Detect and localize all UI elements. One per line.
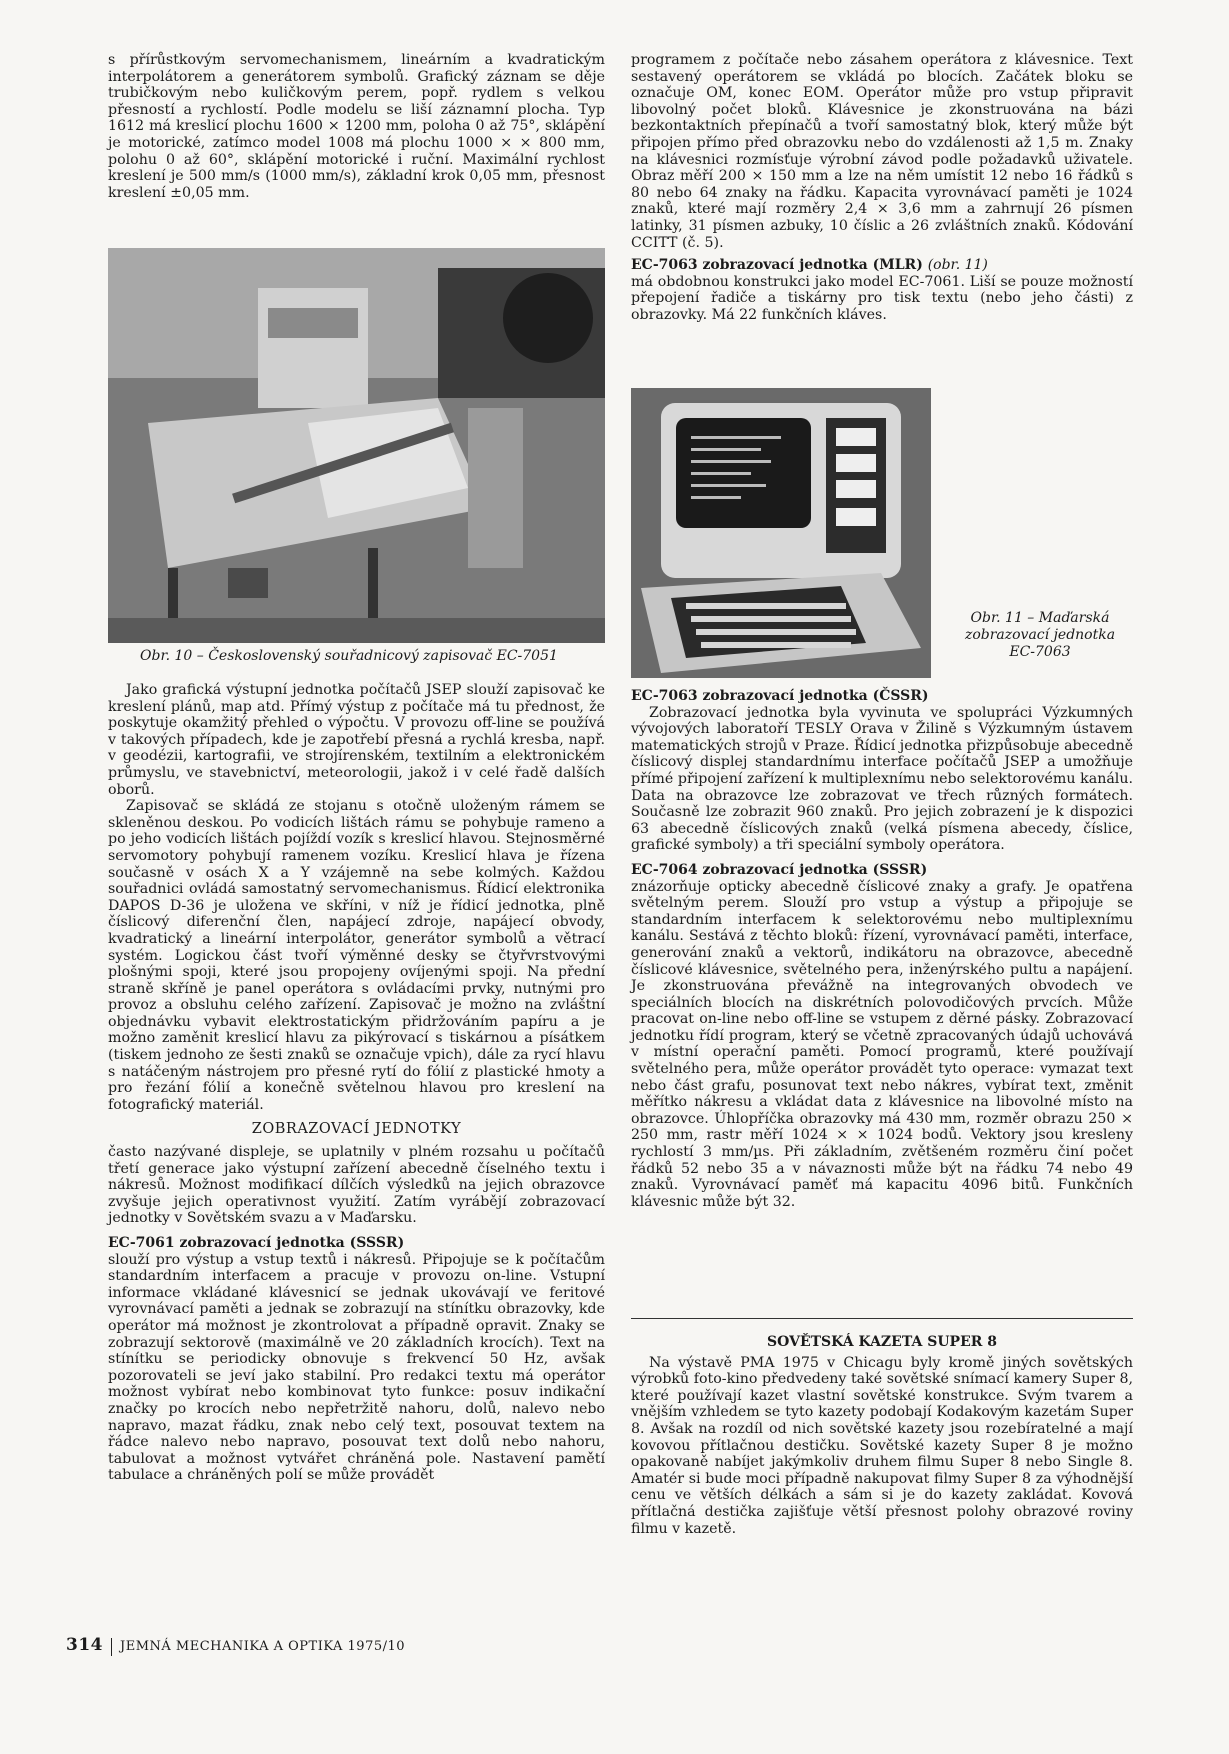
caption-line: zobrazovací jednotka (964, 627, 1116, 643)
subsection-heading: EC-7061 zobrazovací jednotka (SSSR) (108, 1235, 405, 1251)
caption-line: Obr. 11 – Maďarská (970, 610, 1110, 626)
plotter-photo (108, 248, 605, 643)
subsection-heading: EC-7064 zobrazovací jednotka (SSSR) (631, 861, 928, 878)
left-column-top (108, 52, 605, 201)
figure-11-caption (950, 610, 1130, 661)
subsection-heading (631, 257, 1133, 274)
paragraph: Zobrazovací jednotka byla vyvinuta ve spolupráci Výzkumných vývojových laboratoří TESLY Orava v Žilině s Výzkumným ústavem matematických strojů v Praze. Řídicí jednotka přizpůsobuje abecedně číslicový displej standardnímu interface počítačů JSEP a umožňuje přímé připojení zařízení k multiplexnímu nebo selektorovému kanálu. Data na obrazovce lze zobrazovat ve třech různých formátech. Současně lze zobrazit 960 znaků. Pro jejich zobrazení je k dispozici 63 abecedně číslicových znaků (velká písmena abecedy, číslice, grafické symboly) a tři speciální symboly operátora. (631, 704, 1133, 854)
section-heading: SOVĚTSKÁ KAZETA SUPER 8 (767, 1334, 997, 1350)
figure-reference: (obr. 11) (927, 257, 988, 274)
paragraph: často nazývané displeje, se uplatnily v plném rozsahu u počítačů třetí generace jako výstupní zařízení abecedně číselného textu i nákresů. Možnost modifikací dílčích výsledků na jejich obrazovce zvyšuje jejich operativnost využití. Zatím vyrábějí zobrazovací jednotky v Sovětském svazu a v Maďarsku. (108, 1144, 605, 1227)
journal-title: JEMNÁ MECHANIKA A OPTIKA 1975/10 (120, 1639, 406, 1654)
right-column-top (631, 52, 1133, 324)
page-number: 314 (66, 1635, 103, 1655)
terminal-illustration (631, 388, 931, 678)
section-divider (631, 1318, 1133, 1319)
section-heading: ZOBRAZOVACÍ JEDNOTKY (251, 1121, 462, 1138)
paragraph: znázorňuje opticky abecedně číslicové znaky a grafy. Je opatřena světelným perem. Slouží pro vstup a výstup a připojuje se standardním interfacem k selektorovému nebo multiplexnímu kanálu. Sestává z těchto bloků: řízení, vyrovnávací paměti, interface, generování znaků a vektorů, indikátoru na obrazovce, abecedně číslicové klávesnice, světelného pera, inženýrského pultu a napájení. Je zkonstruována převážně na integrovaných obvodech ve speciálních blocích na diskrétních polovodičových prvcích. Může pracovat on-line nebo off-line se vstupem z děrné pásky. Zobrazovací jednotku řídí program, který se včetně zpracovaných údajů uchovává v místní operační paměti. Pomocí programů, které používají světelného pera, může operátor provádět tyto operace: vymazat text nebo část grafu, posunovat text nebo nákres, vybírat text, změnit měřítko nákresu a vkládat data z klávesnice na libovolné místo na obrazovce. Úhlopříčka obrazovky má 430 mm, rozměr obrazu 250 × 250 mm, rastr měří 1024 × × 1024 bodů. Vektory jsou kresleny rychlostí 3 mm/µs. Při základním, zvětšeném rozměru činí počet řádků 52 nebo 35 a v návaznosti může být na řádku 74 nebo 49 znaků. Vyrovnávací paměť má kapacitu 4096 bitů. Funkčních klávesnic může být 32. (631, 878, 1133, 1210)
caption-line: EC-7063 (1009, 644, 1071, 660)
heading-text: EC-7063 zobrazovací jednotka (MLR) (631, 257, 923, 274)
right-column-body (631, 688, 1133, 1210)
paragraph: má obdobnou konstrukci jako model EC-7061. Liší se pouze možností přepojení řadiče a tiskárny pro tisk textu (nebo jeho části) z obrazovky. Má 22 funkčních kláves. (631, 273, 1133, 323)
footer-separator (111, 1638, 112, 1656)
left-column-body (108, 682, 605, 1484)
figure-10-caption: Obr. 10 – Československý souřadnicový zapisovač EC-7051 (140, 648, 558, 664)
paragraph: programem z počítače nebo zásahem operátora z klávesnice. Text sestavený operátorem se vkládá po blocích. Začátek bloku se označuje OM, konec EOM. Operátor může pro vstup připravit libovolný počet bloků. Klávesnice je zkonstruována na bázi bezkontaktních přepínačů a tvoří samostatný blok, který může být připojen přímo před obrazovku nebo do vzdálenosti až 1,5 m. Znaky na klávesnici rozmísťuje výrobní závod podle požadavků uživatele. Obraz měří 200 × 150 mm a lze na něm umístit 12 nebo 16 řádků s 80 nebo 64 znaky na řádku. Kapacita vyrovnávací paměti je 1024 znaků, které mají rozměry 2,4 × 3,6 mm a zahrnují 26 písmen latinky, 31 písmen azbuky, 10 číslic a 26 zvláštních znaků. Kódování CCITT (č. 5). (631, 52, 1133, 251)
paragraph: slouží pro výstup a vstup textů i nákresů. Připojuje se k počítačům standardním interfacem a pracuje v provozu on-line. Vstupní informace vkládané klávesnicí se jednak ukovávají ve feritové vyrovnávací paměti a jednak se zobrazují na stínítku obrazovky, kde operátor má možnost je zkontrolovat a případně opravit. Znaky se zobrazují sektorově (maximálně ve 20 základních krocích). Text na stínítku se periodicky obnovuje s frekvencí 50 Hz, avšak pozorovateli se jeví jako stabilní. Pro redakci textu má operátor možnost vybírat nebo kombinovat tyto funkce: posuv indikační značky po krocích nebo nepřetržitě nahoru, dolů, nalevo nebo napravo, mazat řádku, znak nebo celý text, posouvat textem na řádce nalevo nebo napravo, posouvat text dolů nebo nahoru, tabulovat a možnost vytvářet chráněná pole. Nastavení pamětí tabulace a chráněných polí se může provádět (108, 1251, 605, 1484)
paragraph: Zapisovač se skládá ze stojanu s otočně uloženým rámem se skleněnou deskou. Po vodicích lištách rámu se pohybuje rameno a po jeho vodicích lištách pojíždí vozík s kreslicí hlavou. Stejnosměrné servomotory pohybují ramenem vozíku. Kreslicí hlava je řízena současně v osách X a Y vzájemně na sebe kolmých. Každou souřadnici ovládá samostatný servomechanismus. Řídicí elektronika DAPOS D-36 je uložena ve skříni, v níž je řídicí jednotka, plně číslicový diferenční člen, napájecí zdroje, napájecí obvody, kvadratický a lineární interpolátor, generátor symbolů a větrací systém. Logickou část tvoří výměnné desky se čtyřvrstvovými plošnými spoji, které jsou propojeny ovíjenými spoji. Na přední straně skříně je panel operátora s ovládacími prvky, nutnými pro provoz a obsluhu celého zařízení. Zapisovač je možno na zvláštní objednávku vybavit elektrostatickým přidržováním papíru a je možno zaměnit kreslicí hlavu za pikýrovací s tiskárnou a písátkem (tiskem jednoho ze šesti znaků se označuje vpich), dále za rycí hlavu s natáčeným nástrojem pro přesné rytí do fólií z plastické hmoty a pro řezání fólií a konečně světelnou hlavou pro kreslení na fotografický materiál. (108, 798, 605, 1113)
paragraph: Jako grafická výstupní jednotka počítačů JSEP slouží zapisovač ke kreslení plánů, map atd. Přímý výstup z počítače má tu přednost, že poskytuje okamžitý přehled o výpočtu. V provozu off-line se používá v takových případech, kde je zapotřebí přesná a rychlá kresba, např. v geodézii, kartografii, ve strojírenském, textilním a elektronickém průmyslu, ve stavebnictví, meteorologii, jakož i v celé řadě dalších oborů. (108, 682, 605, 798)
terminal-photo (631, 388, 931, 678)
paragraph: Na výstavě PMA 1975 v Chicagu byly kromě jiných sovětských výrobků foto-kino předvedeny také sovětské snímací kamery Super 8, které používají kazet vlastní sovětské konstrukce. Svým tvarem a vnějším vzhledem se tyto kazety podobají Kodakovým kazetám Super 8. Avšak na rozdíl od nich sovětské kazety jsou rozebíratelné a mají kovovou přítlačnou destičku. Sovětské kazety Super 8 je možno opakovaně nabíjet jakýmkoliv druhem filmu Super 8 nebo Single 8. Amatér si bude moci případně nakupovat filmy Super 8 za výhodnější cenu ve větších délkách a sám si je do kazety zakládat. Kovová přítlačná destička zajišťuje větší přesnost polohy obrazové roviny filmu v kazetě. (631, 1354, 1133, 1537)
right-column-bottom (631, 1334, 1133, 1537)
plotter-illustration (108, 248, 605, 643)
page-footer (66, 1635, 405, 1656)
subsection-heading: EC-7063 zobrazovací jednotka (ČSSR) (631, 688, 929, 704)
paragraph: s přírůstkovým servomechanismem, lineárním a kvadratickým interpolátorem a generátorem symbolů. Grafický záznam se děje trubičkovým nebo kuličkovým perem, popř. rydlem s velkou přesností a rychlostí. Podle modelu se liší záznamní plocha. Typ 1612 má kreslicí plochu 1600 × 1200 mm, poloha 0 až 75°, sklápění je motorické, zatímco model 1008 má plochu 1000 × × 800 mm, polohu 0 až 60°, sklápění motorické i ruční. Maximální rychlost kreslení je 500 mm/s (1000 mm/s), základní krok 0,05 mm, přesnost kreslení ±0,05 mm. (108, 52, 605, 201)
